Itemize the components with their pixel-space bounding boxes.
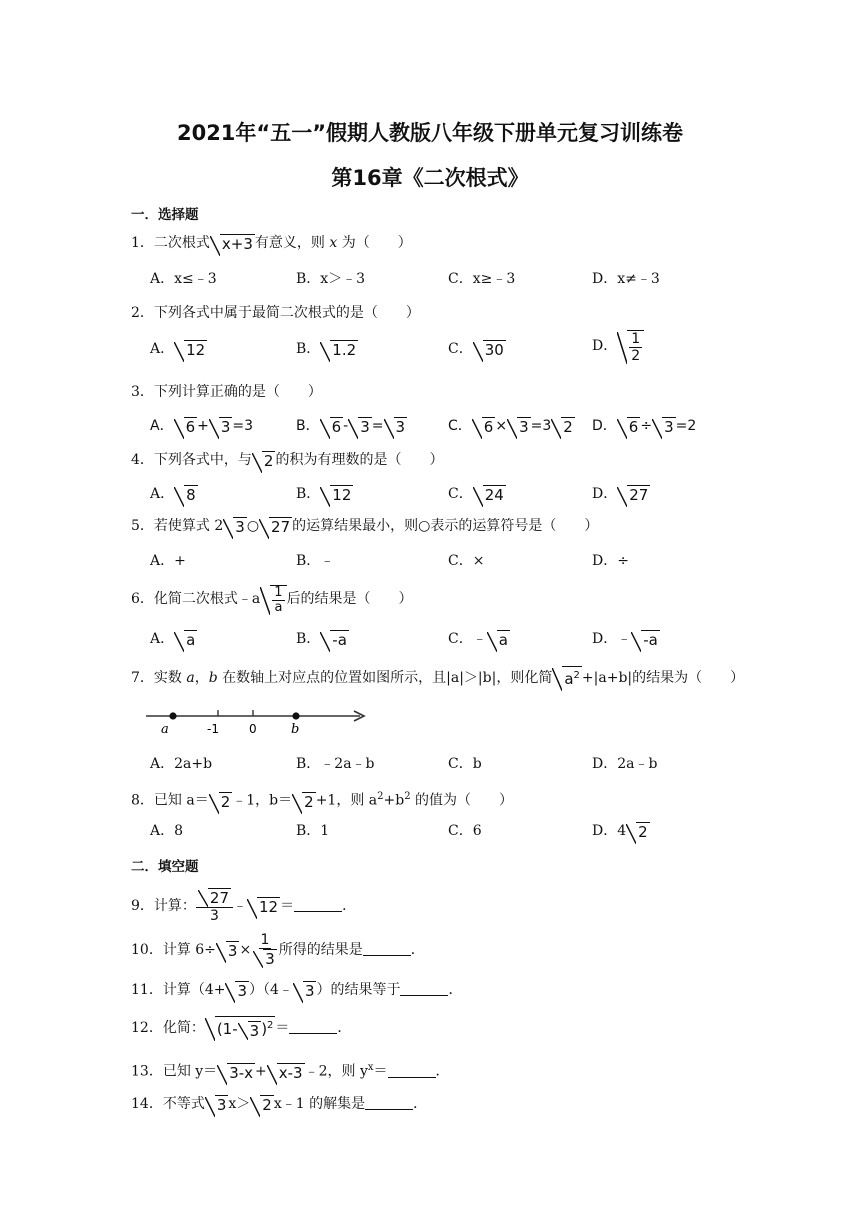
option-d[interactable]: D． 27 [592, 483, 650, 507]
option-b[interactable]: B．﹣ [296, 553, 335, 569]
question-3: 3．下列计算正确的是（ ） [131, 384, 322, 400]
question-1-options [150, 268, 710, 294]
question-7-options [150, 753, 710, 779]
label-b: b [291, 722, 300, 737]
option-c[interactable]: C． 24 [448, 483, 506, 507]
option-a[interactable]: A．2a+b [150, 756, 213, 772]
option-c[interactable]: C．x≥﹣3 [448, 271, 516, 287]
option-d[interactable]: D． 6 ÷ 3 =2 [592, 415, 696, 439]
question-2: 2．下列各式中属于最简二次根式的是（ ） [131, 305, 420, 321]
option-a[interactable]: A．x≤﹣3 [150, 271, 217, 287]
label-minus-one: -1 [207, 722, 219, 736]
option-c[interactable]: C．﹣ a [448, 628, 510, 652]
point-a [169, 712, 176, 719]
question-3-options [150, 415, 710, 441]
option-a[interactable]: A． a [150, 628, 197, 652]
question-2-options [150, 331, 710, 364]
question-7: 7．实数 a，b 在数轴上对应点的位置如图所示，且|a|＞|b|，则化简 $a^2 +|a+b|$的结果为（ ） [131, 666, 744, 691]
question-5-options [150, 550, 710, 576]
option-c[interactable]: C．b [448, 756, 482, 772]
question-8: 8．已知 a＝ 2 ﹣1，b＝ 2 +1，则 $a^2+b^2$ 的值为（ ） [131, 786, 513, 814]
option-d[interactable]: D． $\frac{1}{2}$ [592, 330, 644, 364]
option-a[interactable]: A．+ [150, 553, 186, 569]
answer-blank[interactable] [294, 897, 342, 912]
option-a[interactable]: A． 6 + 3 =3 [150, 415, 253, 439]
option-d[interactable]: D．2a﹣b [592, 756, 658, 772]
option-a[interactable]: A． 12 [150, 338, 207, 362]
answer-blank[interactable] [289, 1019, 337, 1034]
answer-blank[interactable] [363, 941, 411, 956]
option-d[interactable]: D．﹣ -a [592, 628, 660, 652]
option-b[interactable]: B． 12 [296, 483, 353, 507]
title-line-2: 第16章《二次根式》 [331, 166, 529, 190]
option-b[interactable]: B． 6 - 3 = 3 [296, 415, 407, 439]
option-b[interactable]: B． 1.2 [296, 338, 358, 362]
option-b[interactable]: B．﹣2a﹣b [296, 756, 375, 772]
option-d[interactable]: D．x≠﹣3 [592, 271, 660, 287]
question-4: 4．下列各式中，与 2 的积为有理数的是（ ） [131, 449, 443, 473]
number-line [146, 704, 376, 738]
option-a[interactable]: A． 8 [150, 483, 198, 507]
option-c[interactable]: C． 6 × 3 =3 2 [448, 415, 575, 439]
question-13: 13．已知 y＝ 3-x + x-3 ﹣2，则 $y^x=$ ． [131, 1057, 450, 1085]
question-6-options [150, 628, 710, 654]
option-d[interactable]: D．÷ [592, 553, 629, 569]
option-b[interactable]: B． -a [296, 628, 349, 652]
option-c[interactable]: C．× [448, 553, 485, 569]
option-c[interactable]: C．6 [448, 823, 482, 839]
question-12: 12．化简： (1- 3 )$^2$ ＝ ． [131, 1016, 351, 1041]
option-b[interactable]: B．1 [296, 823, 330, 839]
answer-blank[interactable] [388, 1063, 436, 1078]
question-11: 11．计算（4+ 3 ）（4﹣ 3 ）的结果等于 ． [131, 979, 462, 1003]
question-14: 14．不等式 3 x＞ 2 x﹣1 的解集是 ． [131, 1093, 427, 1117]
label-zero: 0 [249, 722, 257, 736]
question-6: 6．化简二次根式﹣a $\frac{1}{a}$ 后的结果是（ ） [131, 585, 413, 615]
title-line-1: 2021年“五一”假期人教版八年级下册单元复习训练卷 [176, 121, 684, 145]
option-c[interactable]: C． 30 [448, 338, 506, 362]
section-choice-heading: 一．选择题 [131, 207, 199, 223]
question-5: 5．若使算式 2 3 ○ 27 的运算结果最小，则○表示的运算符号是（ ） [131, 515, 598, 539]
answer-blank[interactable] [400, 981, 448, 996]
section-fill-heading: 二．填空题 [131, 859, 199, 875]
label-a: a [161, 722, 169, 737]
question-8-options [150, 820, 710, 846]
question-4-options [150, 483, 710, 509]
radical: x+3 [210, 234, 255, 256]
question-10: 10．计算 6÷ 3 × $\frac{1}{3}$ 所得的结果是 ． [131, 932, 425, 968]
point-b [292, 712, 299, 719]
option-a[interactable]: A．8 [150, 823, 184, 839]
option-d[interactable]: D．4 2 [592, 820, 650, 844]
question-9: 9．计算： $\frac{27}{3}$ ﹣ 12 ＝ ． [131, 889, 357, 924]
option-b[interactable]: B．x＞﹣3 [296, 271, 366, 287]
question-1: 1．二次根式 x+3 有意义，则 x 为（ ） [131, 232, 412, 256]
answer-blank[interactable] [365, 1095, 413, 1110]
